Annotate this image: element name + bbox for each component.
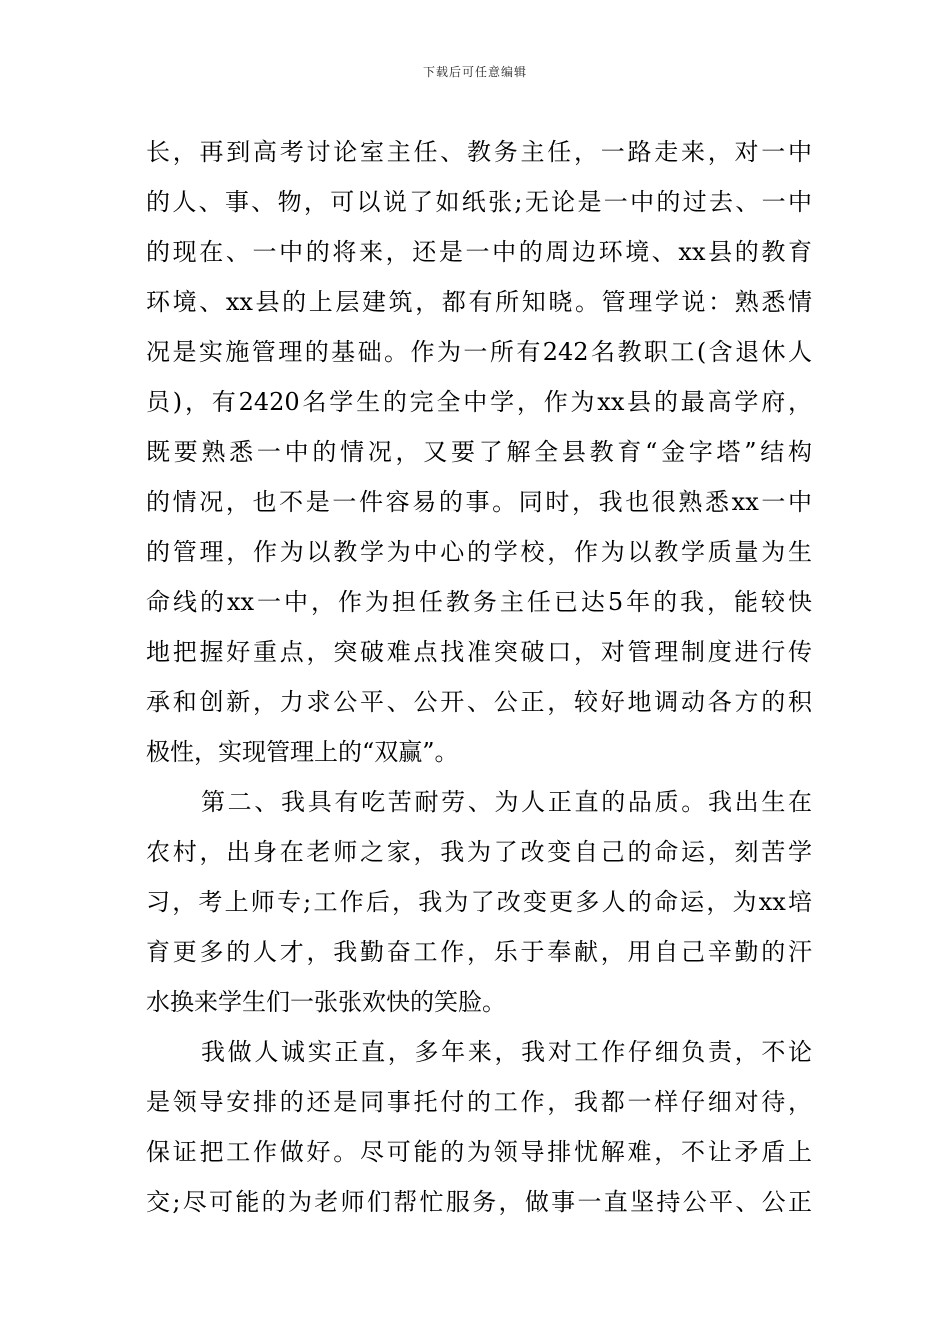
text-line: 命线的xx一中，作为担任教务主任已达5年的我，能较快	[146, 588, 812, 616]
text-line: 我做人诚实正直，多年来，我对工作仔细负责，不论	[201, 1038, 812, 1066]
text-line: 是领导安排的还是同事托付的工作，我都一样仔细对待，	[146, 1088, 812, 1116]
text-line: 第二、我具有吃苦耐劳、为人正直的品质。我出生在	[201, 788, 812, 816]
text-line: 交;尽可能的为老师们帮忙服务，做事一直坚持公平、公正	[146, 1188, 812, 1216]
text-line: 保证把工作做好。尽可能的为领导排忧解难，不让矛盾上	[146, 1138, 812, 1166]
text-line: 的管理，作为以教学为中心的学校，作为以教学质量为生	[146, 538, 812, 566]
document-body	[146, 127, 812, 1227]
text-line: 环境、xx县的上层建筑，都有所知晓。管理学说：熟悉情	[146, 288, 812, 316]
text-line: 况是实施管理的基础。作为一所有242名教职工(含退休人	[146, 338, 812, 366]
text-line: 的情况，也不是一件容易的事。同时，我也很熟悉xx一中	[146, 488, 812, 516]
text-line: 承和创新，力求公平、公开、公正，较好地调动各方的积	[146, 688, 812, 716]
text-line: 农村，出身在老师之家，我为了改变自己的命运，刻苦学	[146, 838, 812, 866]
text-line: 既要熟悉一中的情况，又要了解全县教育“金字塔”结构	[146, 438, 812, 466]
paragraph-1	[146, 127, 812, 777]
text-line: 长，再到高考讨论室主任、教务主任，一路走来，对一中	[146, 138, 812, 166]
text-line: 的人、事、物，可以说了如纸张;无论是一中的过去、一中	[146, 188, 812, 216]
text-line: 地把握好重点，突破难点找准突破口，对管理制度进行传	[146, 638, 812, 666]
paragraph-3	[146, 1027, 812, 1227]
paragraph-2	[146, 777, 812, 1027]
text-line: 的现在、一中的将来，还是一中的周边环境、xx县的教育	[146, 238, 812, 266]
text-line: 育更多的人才，我勤奋工作，乐于奉献，用自己辛勤的汗	[146, 938, 812, 966]
text-line: 习，考上师专;工作后，我为了改变更多人的命运，为xx培	[146, 888, 812, 916]
text-line: 员)，有2420名学生的完全中学，作为xx县的最高学府，	[146, 388, 812, 416]
text-line: 水换来学生们一张张欢快的笑脸。	[146, 988, 506, 1016]
text-line: 极性，实现管理上的“双赢”。	[146, 738, 459, 766]
page-header: 下载后可任意编辑	[422, 65, 527, 79]
